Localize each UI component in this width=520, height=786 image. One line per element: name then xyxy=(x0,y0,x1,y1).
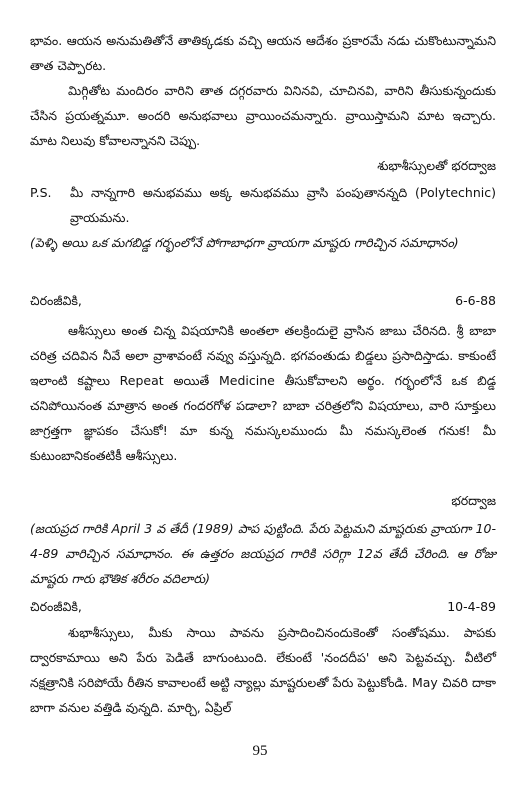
signature-bharadwaja: భరద్వాజ xyxy=(451,493,496,508)
salutation: చిరంజీవికి, xyxy=(30,293,82,308)
letter-date: 6-6-88 xyxy=(455,293,496,308)
context-note-2: (జయప్రద గారికి April 3 వ తేదీ (1989) పాప పుట్టింది. పేరు పెట్టమని మాష్టరుకు వ్రాయగా 10-4-89 వారిచ్చిన సమాధానం. ఈ ఉత్తరం జయప్రద గారికి సరిగ్గా 12వ తేదీ చేరింది. ఆ రోజు మాష్టరు గారు భౌతిక శరీరం వదిలారు) xyxy=(30,521,496,586)
salutation: చిరంజీవికి, xyxy=(30,599,82,614)
signature-blessings: శుభాశీస్సులతో భరద్వాజ xyxy=(377,158,496,173)
letter-header-1 xyxy=(30,288,496,313)
letter-body-1: ఆశీస్సులు అంత చిన్న విషయానికి అంతలా తలక్రిందులై వ్రాసిన జాబు చేరినది. శ్రీ బాబా చరిత్ర చదివిన నీవే అలా వ్రాశావంటే నవ్వు వస్తున్నది. భగవంతుడు బిడ్డలు ప్రసాదిస్తాడు. కాకుంటే ఇలాంటి కష్టాలు Repeat అయితే Medicine తీసుకోవాలని అర్థం. గర్భంలోనే ఒక బిడ్డ చనిపోయినంత మాత్రాన అంత గందరగోళ పడాలా? బాబా చరిత్రలోని విషయాలు, వారి సూక్తులు జాగ్రత్తగా జ్ఞాపకం చేసుకో! మా కున్న నమస్కలముందు మీ నమస్కలెంత గనుక! మీ కుటుంబానికంతటికీ ఆశీస్సులు. xyxy=(30,323,496,463)
letter-body-2: శుభాశీస్సులు, మీకు సాయి పావను ప్రసాదించినందుకెంతో సంతోషము. పాపకు ద్వారకామాయి అని పేరు పెడితే బాగుంటుంది. లేకుంటే 'నందదీప' అని పెట్టవచ్చు. వీటిలో నక్షత్రానికి సరిపోయే రీతిన కావాలంటే అట్టి న్యాల్లు మాష్టరులతో పేరు పెట్టుకోండి. May చివరి దాకా బాగా వనుల వత్తిడి వున్నది. మార్చి, ఏప్రిల్ xyxy=(30,625,496,715)
context-note-1: (పెళ్ళి అయి ఒక మగబిడ్డ గర్భంలోనే పోగాబాధగా వ్రాయగా మాష్టరు గారిచ్చిన సమాధానం) xyxy=(30,235,459,250)
page-number: 95 xyxy=(252,743,268,759)
letter-date: 10-4-89 xyxy=(447,599,496,614)
paragraph-opening: భావం. ఆయన అనుమతితోనే తాతిక్కడకు వచ్చి ఆయన ఆదేశం ప్రకారమే నడు చుకొంటున్నామని తాత చెప్పారట. xyxy=(30,33,496,73)
paragraph-migitota: మిగ్గితోట మందిరం వారిని తాత దగ్గరవారు వినినవి, చూచినవి, వారిని తీసుకున్నందుకు చేసిన ప్రయత్నమూ. అందరి అనుభవాలు వ్రాయించమన్నారు. వ్రాయిస్తామని మాట ఇచ్చారు. మాట నిలువు కోవాలన్నానని చెప్పు. xyxy=(30,83,496,148)
letter-header-2 xyxy=(30,594,496,619)
postscript xyxy=(30,180,496,230)
postscript-label: P.S. xyxy=(30,185,52,200)
postscript-text: మీ నాన్నగారి అనుభవము అక్క అనుభవము వ్రాసి పంపుతానన్నది (Polytechnic) వ్రాయమను. xyxy=(70,185,496,225)
